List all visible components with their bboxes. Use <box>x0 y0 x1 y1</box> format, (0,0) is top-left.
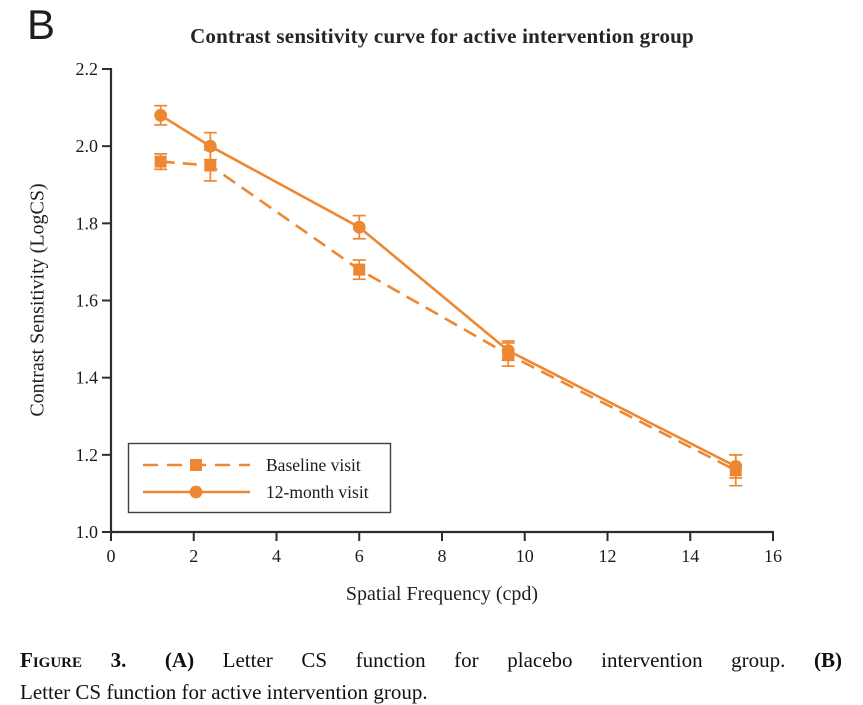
svg-text:1.2: 1.2 <box>75 444 98 465</box>
caption-figure-label: Figure 3. <box>20 648 127 672</box>
svg-text:1.0: 1.0 <box>75 522 98 542</box>
circle-marker <box>154 109 167 122</box>
y-axis-label: Contrast Sensitivity (LogCS) <box>26 183 49 417</box>
svg-text:12-month visit: 12-month visit <box>266 482 369 502</box>
legend <box>129 444 391 513</box>
series-12-month-visit <box>154 106 742 478</box>
svg-text:12: 12 <box>598 546 617 566</box>
caption-line-1 <box>20 644 842 676</box>
svg-text:Baseline visit: Baseline visit <box>266 455 361 475</box>
square-marker <box>204 159 216 171</box>
svg-text:16: 16 <box>764 546 782 566</box>
svg-text:2.2: 2.2 <box>75 59 98 79</box>
svg-text:14: 14 <box>681 546 700 566</box>
panel-label-b: B <box>27 1 56 48</box>
svg-text:2: 2 <box>189 546 199 566</box>
chart-title: Contrast sensitivity curve for active intervention group <box>190 24 694 48</box>
svg-text:8: 8 <box>437 546 447 566</box>
svg-text:4: 4 <box>272 546 281 566</box>
caption-line-2: Letter CS function for active intervention group. <box>20 680 428 704</box>
caption-marker-b: (B) <box>814 648 842 672</box>
series-baseline-visit <box>154 150 742 486</box>
svg-text:0: 0 <box>106 546 116 566</box>
square-marker <box>353 264 365 276</box>
svg-text:6: 6 <box>354 546 364 566</box>
svg-text:1.8: 1.8 <box>75 213 98 234</box>
svg-text:1.4: 1.4 <box>75 367 98 388</box>
legend-circle-marker <box>190 486 203 499</box>
x-axis-label: Spatial Frequency (cpd) <box>345 583 539 605</box>
svg-text:10: 10 <box>515 546 534 566</box>
square-marker <box>155 156 167 168</box>
circle-marker <box>204 140 217 153</box>
caption-text-a: Letter CS function for placebo intervention group. <box>222 648 786 672</box>
figure-caption <box>20 644 842 705</box>
legend-square-marker <box>190 459 202 471</box>
svg-text:2.0: 2.0 <box>75 136 98 157</box>
svg-text:1.6: 1.6 <box>75 290 98 311</box>
caption-marker-a: (A) <box>164 648 195 672</box>
circle-marker <box>502 344 515 357</box>
circle-marker <box>353 221 366 234</box>
circle-marker <box>729 460 742 473</box>
